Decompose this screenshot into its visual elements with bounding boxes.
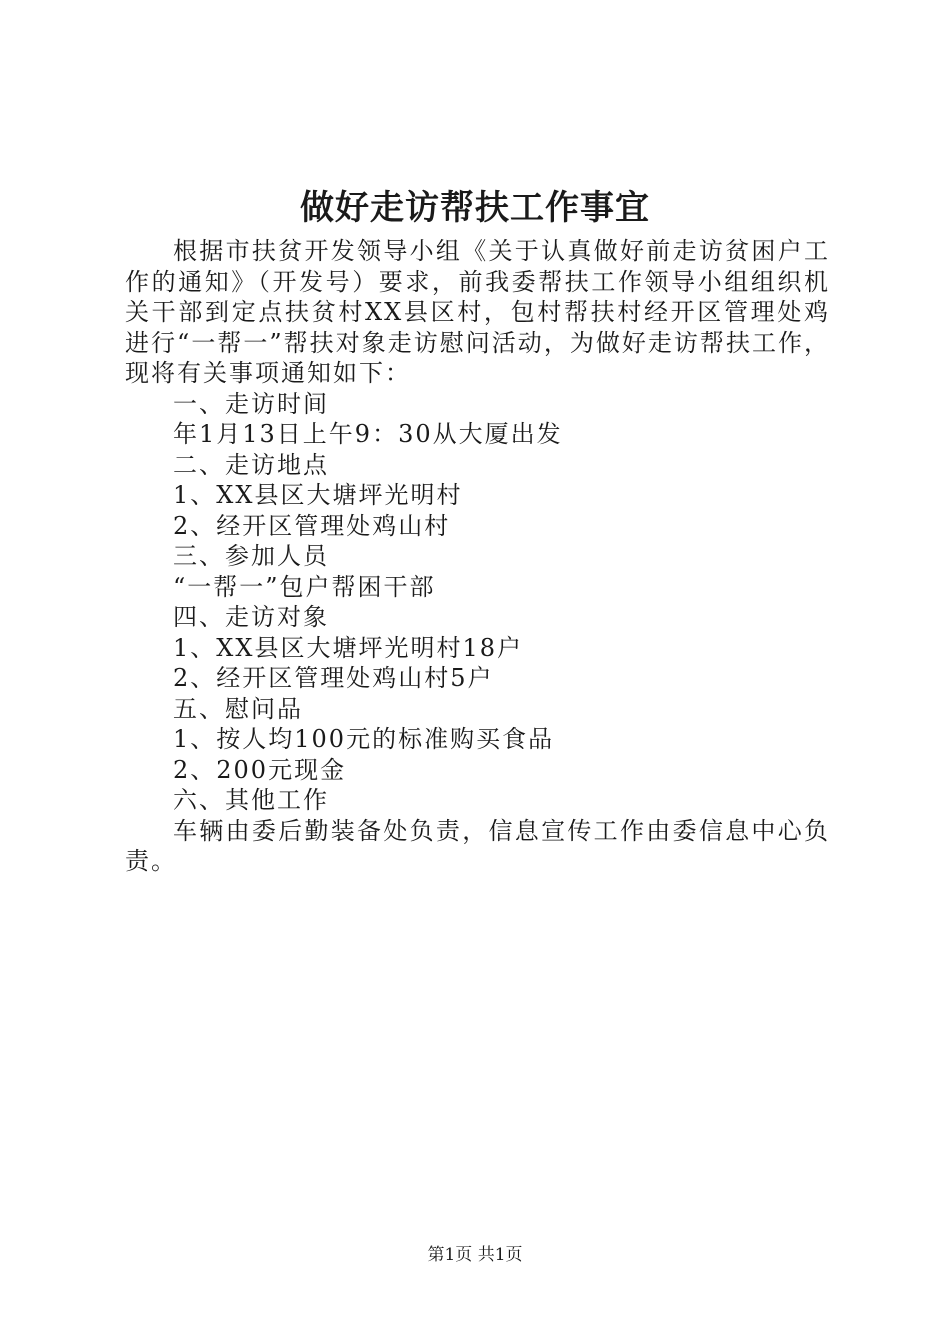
section-heading-participants: 三、参加人员 xyxy=(173,542,329,570)
section-heading-time: 一、走访时间 xyxy=(173,389,329,418)
location-item-1: 1、XX县区大塘坪光明村 xyxy=(173,481,463,509)
page-footer: 第1页 共1页 xyxy=(427,1245,523,1265)
section-heading-gifts: 五、慰问品 xyxy=(173,694,303,723)
gift-item-1: 1、按人均100元的标准购买食品 xyxy=(173,725,555,753)
gift-item-2: 2、200元现金 xyxy=(173,755,347,784)
document-title: 做好走访帮扶工作事宜 xyxy=(300,188,650,228)
section-heading-location: 二、走访地点 xyxy=(173,450,329,479)
closing-paragraph: 车辆由委后勤装备处负责，信息宣传工作由委信息中心负责。 xyxy=(125,816,830,875)
target-item-2: 2、经开区管理处鸡山村5户 xyxy=(173,664,494,692)
document-body xyxy=(125,236,830,877)
section-heading-other: 六、其他工作 xyxy=(173,786,329,814)
intro-paragraph: 根据市扶贫开发领导小组《关于认真做好前走访贫困户工作的通知》（开发号）要求，前我委帮扶工作领导小组组织机关干部到定点扶贫村XX县区村，包村帮扶村经开区管理处鸡进行“一帮一”帮扶对象走访慰问活动，为做好走访帮扶工作，现将有关事项通知如下： xyxy=(125,237,830,387)
visit-time-line: 年1月13日上午9：30从大厦出发 xyxy=(173,420,563,448)
location-item-2: 2、经开区管理处鸡山村 xyxy=(173,511,451,540)
participants-line: “一帮一”包户帮困干部 xyxy=(173,572,436,601)
target-item-1: 1、XX县区大塘坪光明村18户 xyxy=(173,633,523,662)
section-heading-targets: 四、走访对象 xyxy=(173,603,329,631)
